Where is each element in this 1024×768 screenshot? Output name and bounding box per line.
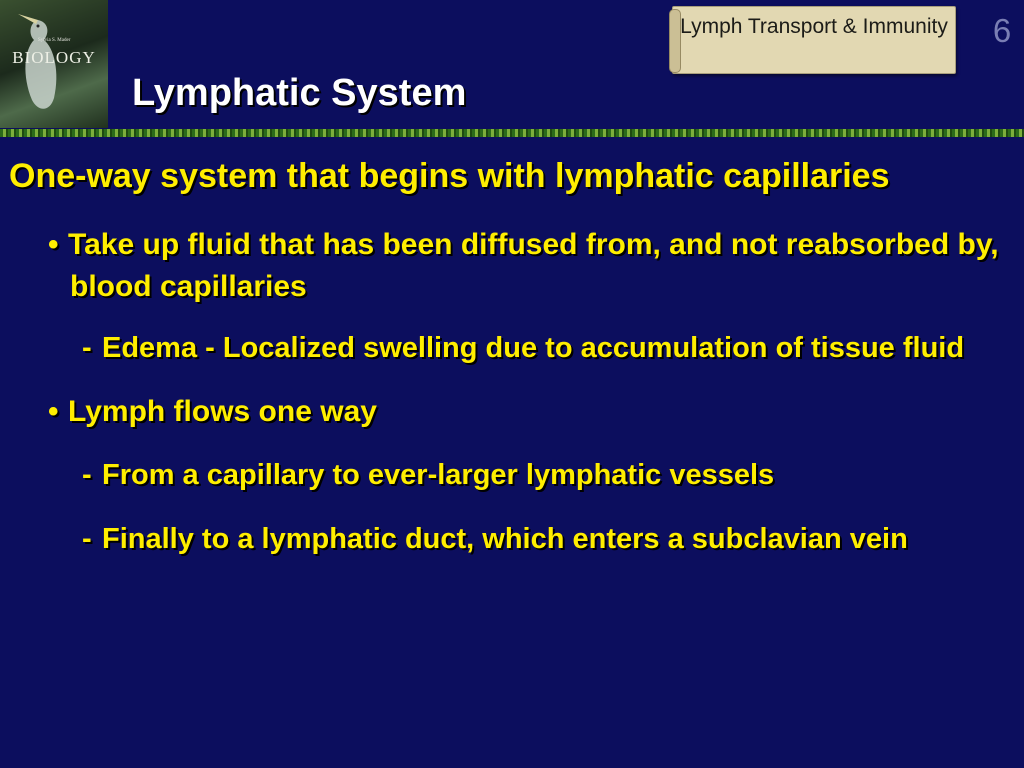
header-divider (0, 129, 1024, 137)
bullet-item (0, 391, 1024, 433)
sub-bullet-text: From a capillary to ever-larger lymphatic vessels (102, 459, 775, 491)
sub-bullet-item (0, 329, 1024, 368)
bullet-marker: • (48, 228, 59, 261)
cover-title: BIOLOGY (12, 48, 96, 67)
bullet-marker: • (48, 395, 59, 428)
slide-title: Lymphatic System (132, 72, 467, 114)
sub-bullet-text: Finally to a lymphatic duct, which enters a subclavian vein (102, 523, 908, 555)
bullet-text: Take up fluid that has been diffused from, and not reabsorbed by, blood capillaries (68, 228, 999, 303)
sub-bullet-item (0, 456, 1024, 495)
topic-banner-label: Lymph Transport & Immunity (680, 15, 948, 38)
sub-bullet-item (0, 520, 1024, 559)
slide-number: 6 (992, 12, 1012, 49)
bullet-item (0, 224, 1024, 308)
dash-marker: - (82, 459, 92, 491)
textbook-cover-image (0, 0, 108, 128)
main-point: One-way system that begins with lymphatic capillaries (9, 157, 890, 195)
bullet-text: Lymph flows one way (68, 395, 377, 428)
dash-marker: - (82, 332, 92, 364)
cover-author: Sylvia S. Mader (38, 38, 71, 43)
sub-bullet-text: Edema - Localized swelling due to accumulation of tissue fluid (102, 332, 965, 364)
topic-banner (672, 6, 956, 74)
slide-body (0, 155, 1024, 559)
dash-marker: - (82, 523, 92, 555)
